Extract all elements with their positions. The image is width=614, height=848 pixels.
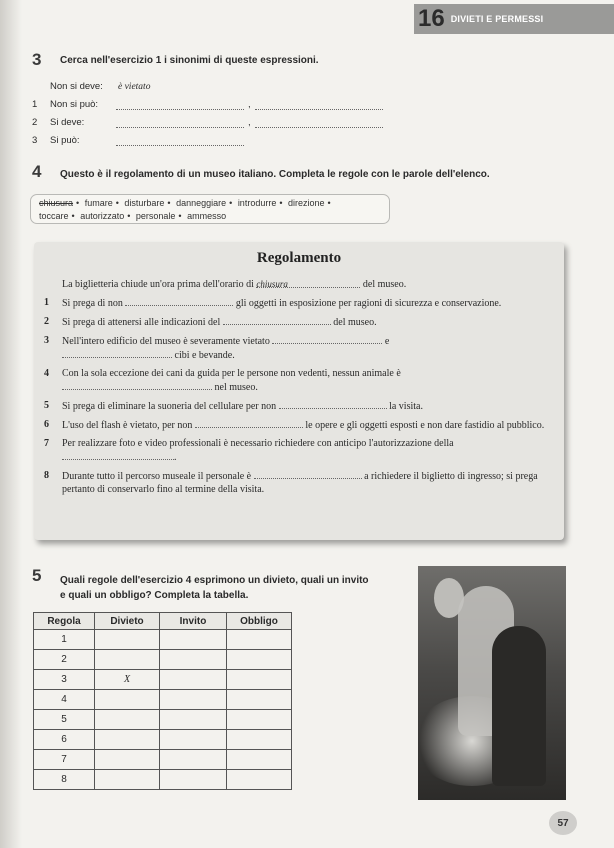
regola-cell: 3 [34,670,95,690]
answer-blank[interactable] [62,348,172,358]
item-number: 3 [32,135,38,146]
regola-cell: 2 [34,650,95,670]
answer-blank[interactable] [62,380,212,390]
divieto-cell[interactable] [95,690,160,710]
word-bank-item: chiusura [39,198,74,208]
invito-cell[interactable] [160,630,227,650]
obbligo-cell[interactable] [227,690,292,710]
exercise-3-list [32,74,392,146]
exercise-5-instruction-line-2: e quali un obbligo? Completa la tabella. [60,590,249,601]
divieto-cell[interactable] [95,730,160,750]
word-bank-item: personale [135,211,176,221]
exercise-5-instruction-line-1: Quali regole dell'esercizio 4 esprimono un divieto, quali un invito [60,575,369,586]
invito-cell[interactable] [160,750,227,770]
rule-item: 4 Con la sola eccezione dei cani da guida per le persone non vedenti, nessun animale è nel museo. [44,368,401,393]
chapter-header [414,4,614,34]
exercise-3-item: 1 Non si può: , [32,92,392,110]
filled-answer: chiusura [256,279,288,289]
invito-cell[interactable] [160,670,227,690]
word-bank-item: ammesso [187,211,227,221]
regola-cell: 5 [34,710,95,730]
table-row [34,650,292,670]
column-header-invito: Invito [160,613,227,630]
regola-cell: 8 [34,770,95,790]
column-header-divieto: Divieto [95,613,160,630]
regolamento-rules [44,278,554,501]
rule-intro: La biglietteria chiude un'ora prima dell'orario di chiusura del museo. [62,279,407,290]
table-row [34,710,292,730]
invito-cell[interactable] [160,690,227,710]
answer-blank[interactable] [125,296,233,306]
invito-cell[interactable] [160,710,227,730]
divieto-cell[interactable] [95,750,160,770]
column-header-obbligo: Obbligo [227,613,292,630]
obbligo-cell[interactable] [227,770,292,790]
regola-cell: 1 [34,630,95,650]
divieto-cell[interactable] [95,650,160,670]
rule-item: 7 Per realizzare foto e video professionali è necessario richiedere con anticipo l'autorizzazione della . [44,438,454,463]
column-header-regola: Regola [34,613,95,630]
obbligo-cell[interactable] [227,730,292,750]
answer-blank[interactable] [256,278,360,288]
rule-item: 6 L'uso del flash è vietato, per non le opere e gli oggetti esposti e non dare fastidio al pubblico. [44,419,545,431]
page-gutter-shadow [0,0,22,848]
example-label: Non si deve: [50,81,103,92]
regolamento-title: Regolamento [256,250,342,266]
invito-cell[interactable] [160,730,227,750]
word-bank-item: autorizzato [80,211,125,221]
word-bank-item: introdurre [237,198,277,208]
exercise-3-number: 3 [32,50,42,69]
exercise-3-example [32,74,392,92]
exercise-5-number: 5 [32,566,42,585]
table-row [34,730,292,750]
rule-item: 5 Si prega di eliminare la suoneria del cellulare per non la visita. [44,400,423,412]
chapter-title: DIVIETI E PERMESSI [450,14,544,24]
answer-blank[interactable] [223,315,331,325]
answer-blank[interactable] [62,450,174,460]
example-answer: è vietato [118,82,151,92]
word-bank-item: toccare [39,211,69,221]
divieto-cell[interactable] [95,770,160,790]
rules-classification-table [33,612,292,790]
word-bank-item: disturbare [124,198,165,208]
item-number: 2 [32,117,38,128]
divieto-cell[interactable] [95,630,160,650]
word-bank-item: danneggiare [176,198,227,208]
divieto-cell[interactable] [95,710,160,730]
table-row [34,630,292,650]
table-row [34,670,292,690]
obbligo-cell[interactable] [227,650,292,670]
word-bank-item: direzione [288,198,325,208]
item-label: Non si può: [50,99,99,110]
item-label: Si può: [50,135,80,146]
divieto-cell[interactable]: X [95,670,160,690]
answer-blank[interactable] [116,145,244,146]
obbligo-cell[interactable] [227,670,292,690]
rule-item: 8 Durante tutto il percorso museale il personale è a richiedere il biglietto di ingresso; si prega pertanto di conservarlo fino al termine della visita. [44,470,538,495]
regola-cell: 4 [34,690,95,710]
rule-item: 1 Si prega di non gli oggetti in esposizione per ragioni di sicurezza e conservazione. [44,297,502,309]
answer-blank[interactable] [195,418,303,428]
table-header-row [34,613,292,630]
table-row [34,690,292,710]
regola-cell: 7 [34,750,95,770]
item-label: Si deve: [50,117,85,128]
word-bank: chiusura • fumare • disturbare • danneggiare • introdurre • direzione • toccare • autorizzato • personale • ammesso [30,194,390,224]
exercise-4-number: 4 [32,162,42,181]
table-row [34,770,292,790]
rule-item: 3 Nell'intero edificio del museo è severamente vietato e cibi e bevande. [44,335,390,361]
rule-item: 2 Si prega di attenersi alle indicazioni del del museo. [44,316,377,328]
word-bank-item: fumare [84,198,113,208]
obbligo-cell[interactable] [227,750,292,770]
answer-blank[interactable] [254,469,362,479]
obbligo-cell[interactable] [227,630,292,650]
table-row [34,750,292,770]
invito-cell[interactable] [160,650,227,670]
chapter-number: 16 [418,5,445,32]
exercise-4-instruction: Questo è il regolamento di un museo italiano. Completa le regole con le parole dell'elenco. [60,169,490,180]
item-number: 1 [32,99,38,110]
page-number: 57 [549,811,577,835]
answer-blank[interactable] [272,334,382,344]
obbligo-cell[interactable] [227,710,292,730]
exercise-3-item [32,128,392,146]
exercise-3-instruction: Cerca nell'esercizio 1 i sinonimi di queste espressioni. [60,55,319,66]
invito-cell[interactable] [160,770,227,790]
answer-blank[interactable] [279,399,387,409]
exercise-3-item: 2 Si deve: , [32,110,392,128]
regola-cell: 6 [34,730,95,750]
regolamento-panel [34,242,564,540]
museum-visitors-photo [418,566,566,800]
